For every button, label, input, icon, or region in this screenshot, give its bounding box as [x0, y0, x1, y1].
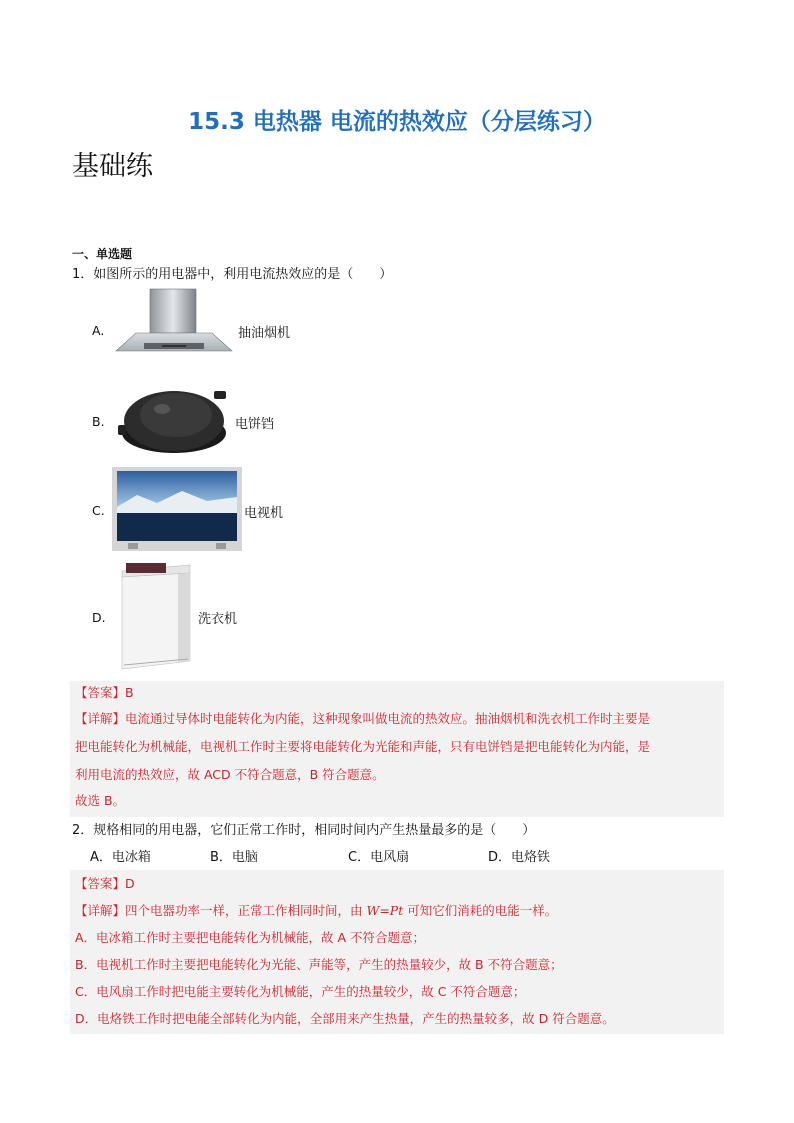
option-a-label: 抽油烟机 — [238, 326, 291, 341]
option-a-letter: A. — [92, 323, 105, 338]
detail-2-line-d: D．电烙铁工作时把电能全部转化为内能，全部用来产生热量，产生的热量较多，故 D 符合题意。 — [75, 1011, 615, 1026]
range-hood-image — [114, 287, 234, 357]
section-heading: 基础练 — [72, 151, 153, 182]
detail-2-line-c: C．电风扇工作时把电能主要转化为机械能，产生的热量较少，故 C 不符合题意； — [75, 984, 526, 999]
q2-option-d: D．电烙铁 — [488, 850, 551, 865]
detail-1-line-2: 把电能转化为机械能，电视机工作时主要将电能转化为光能和声能，只有电饼铛是把电能转化为内能，是 — [75, 739, 651, 754]
option-c-label: 电视机 — [244, 506, 284, 521]
option-b-letter: B. — [92, 414, 105, 429]
q2-option-a: A．电冰箱 — [90, 850, 151, 865]
answer-box-2 — [70, 870, 724, 1034]
television-image — [112, 467, 242, 551]
detail-1-line-3: 利用电流的热效应，故 ACD 不符合题意，B 符合题意。 — [75, 767, 385, 782]
washing-machine-image — [118, 561, 194, 671]
answer-2: 【答案】D — [75, 876, 135, 891]
detail-1-line-1: 【详解】电流通过导体时电能转化为内能，这种现象叫做电流的热效应。抽油烟机和洗衣机工作时主要是 — [75, 711, 651, 726]
detail-2-line-b: B．电视机工作时主要把电能转化为光能、声能等，产生的热量较少，故 B 不符合题意； — [75, 957, 563, 972]
electric-baking-pan-image — [118, 381, 230, 459]
option-d-label: 洗衣机 — [198, 612, 238, 627]
question-2-stem: 2．规格相同的用电器，它们正常工作时，相同时间内产生热量最多的是（ ） — [72, 823, 536, 838]
answer-box-1 — [70, 681, 724, 817]
option-b-label: 电饼铛 — [235, 417, 275, 432]
detail-2-intro — [75, 901, 557, 919]
option-c-letter: C. — [92, 503, 105, 518]
q2-option-c: C．电风扇 — [348, 850, 410, 865]
detail-2-intro-post: 可知它们消耗的电能一样。 — [403, 903, 558, 918]
question-type-heading: 一、单选题 — [72, 247, 133, 261]
question-1-stem: 1．如图所示的用电器中，利用电流热效应的是（ ） — [72, 267, 393, 282]
option-d-letter: D. — [92, 610, 106, 625]
formula-w-pt: W=Pt — [366, 903, 404, 918]
detail-1-line-4: 故选 B。 — [75, 793, 126, 808]
document-title: 15.3 电热器 电流的热效应（分层练习） — [188, 109, 606, 135]
detail-2-line-a: A．电冰箱工作时主要把电能转化为机械能，故 A 不符合题意； — [75, 930, 426, 945]
q2-option-b: B．电脑 — [210, 850, 258, 865]
detail-2-intro-pre: 【详解】四个电器功率一样，正常工作相同时间，由 — [75, 903, 367, 918]
answer-1: 【答案】B — [75, 685, 134, 700]
